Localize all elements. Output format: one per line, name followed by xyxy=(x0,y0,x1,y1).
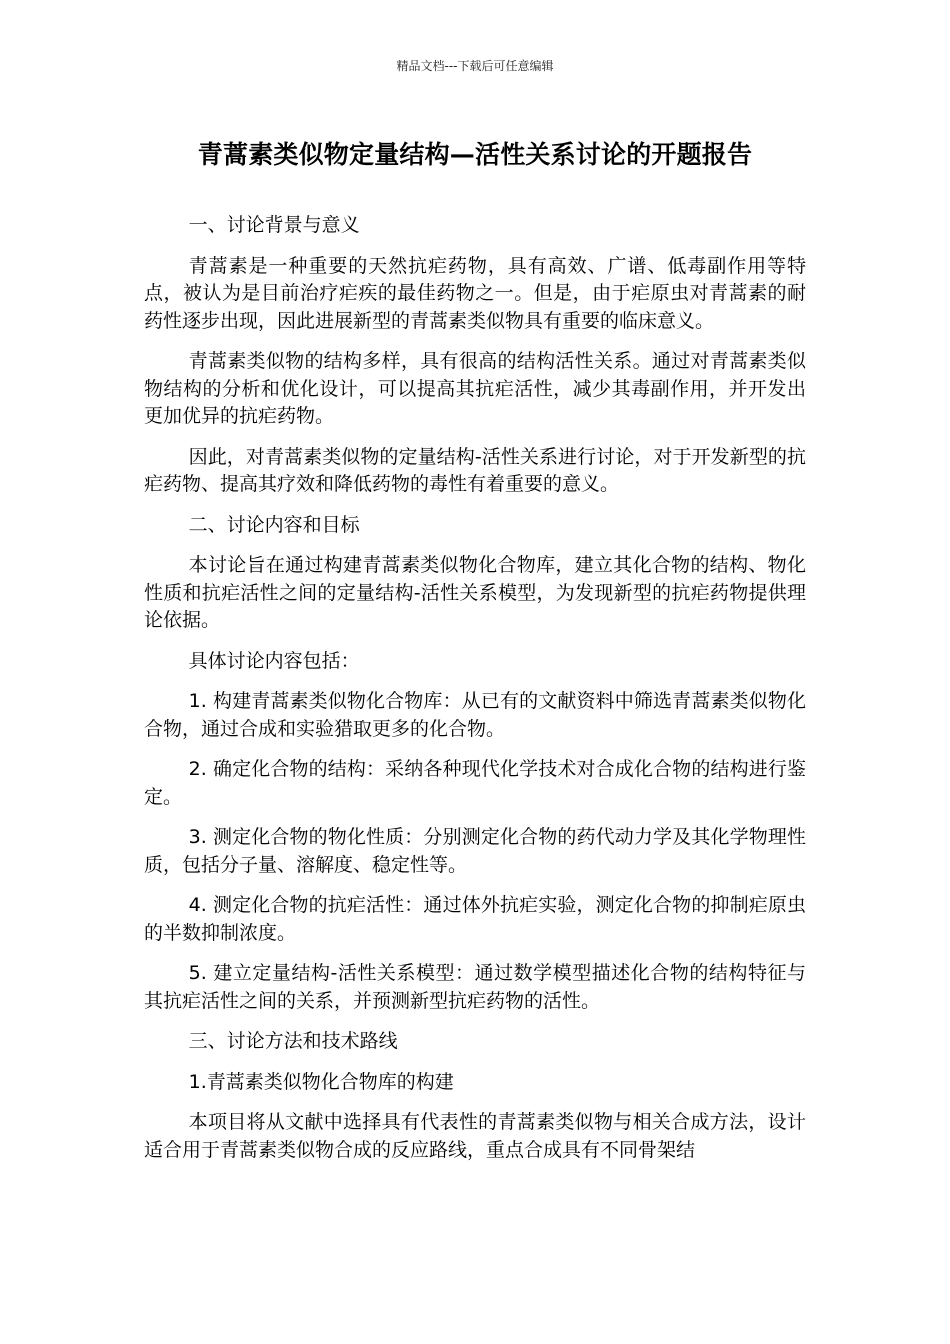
paragraph: 具体讨论内容包括： xyxy=(188,649,360,672)
section-heading-content-goals: 二、讨论内容和目标 xyxy=(188,513,360,536)
page-header-note: 精品文档---下载后可任意编辑 xyxy=(396,59,554,73)
paragraph: 本讨论旨在通过构建青蒿素类似物化合物库，建立其化合物的结构、物化性质和抗疟活性之间的定量结构-活性关系模型，为发现新型的抗疟药物提供理论依据。 xyxy=(144,554,806,631)
paragraph: 青蒿素类似物的结构多样，具有很高的结构活性关系。通过对青蒿素类似物结构的分析和优化设计，可以提高其抗疟活性，减少其毒副作用，并开发出更加优异的抗疟药物。 xyxy=(144,350,806,427)
section-heading-background: 一、讨论背景与意义 xyxy=(188,214,360,236)
paragraph: 因此，对青蒿素类似物的定量结构-活性关系进行讨论，对于开发新型的抗疟药物、提高其疗效和降低药物的毒性有着重要的意义。 xyxy=(144,445,806,495)
list-item: 1. 构建青蒿素类似物化合物库：从已有的文献资料中筛选青蒿素类似物化合物，通过合成和实验猎取更多的化合物。 xyxy=(144,690,806,740)
subsection-heading: 1.青蒿素类似物化合物库的构建 xyxy=(188,1070,454,1093)
document-body xyxy=(144,212,806,1177)
section-heading-methods: 三、讨论方法和技术路线 xyxy=(188,1030,398,1052)
list-item: 4. 测定化合物的抗疟活性：通过体外抗疟实验，测定化合物的抑制疟原虫的半数抑制浓度。 xyxy=(144,894,806,944)
paragraph: 青蒿素是一种重要的天然抗疟药物，具有高效、广谱、低毒副作用等特点，被认为是目前治疗疟疾的最佳药物之一。但是，由于疟原虫对青蒿素的耐药性逐步出现，因此进展新型的青蒿素类似物具有重要的临床意义。 xyxy=(144,254,806,332)
document-title: 青蒿素类似物定量结构—活性关系讨论的开题报告 xyxy=(197,140,753,169)
list-item: 2. 确定化合物的结构：采纳各种现代化学技术对合成化合物的结构进行鉴定。 xyxy=(144,758,806,808)
paragraph: 本项目将从文献中选择具有代表性的青蒿素类似物与相关合成方法，设计适合用于青蒿素类似物合成的反应路线，重点合成具有不同骨架结 xyxy=(144,1111,806,1161)
list-item: 5. 建立定量结构-活性关系模型：通过数学模型描述化合物的结构特征与其抗疟活性之间的关系，并预测新型抗疟药物的活性。 xyxy=(144,962,806,1012)
list-item: 3. 测定化合物的物化性质：分别测定化合物的药代动力学及其化学物理性质，包括分子量、溶解度、稳定性等。 xyxy=(144,826,806,876)
